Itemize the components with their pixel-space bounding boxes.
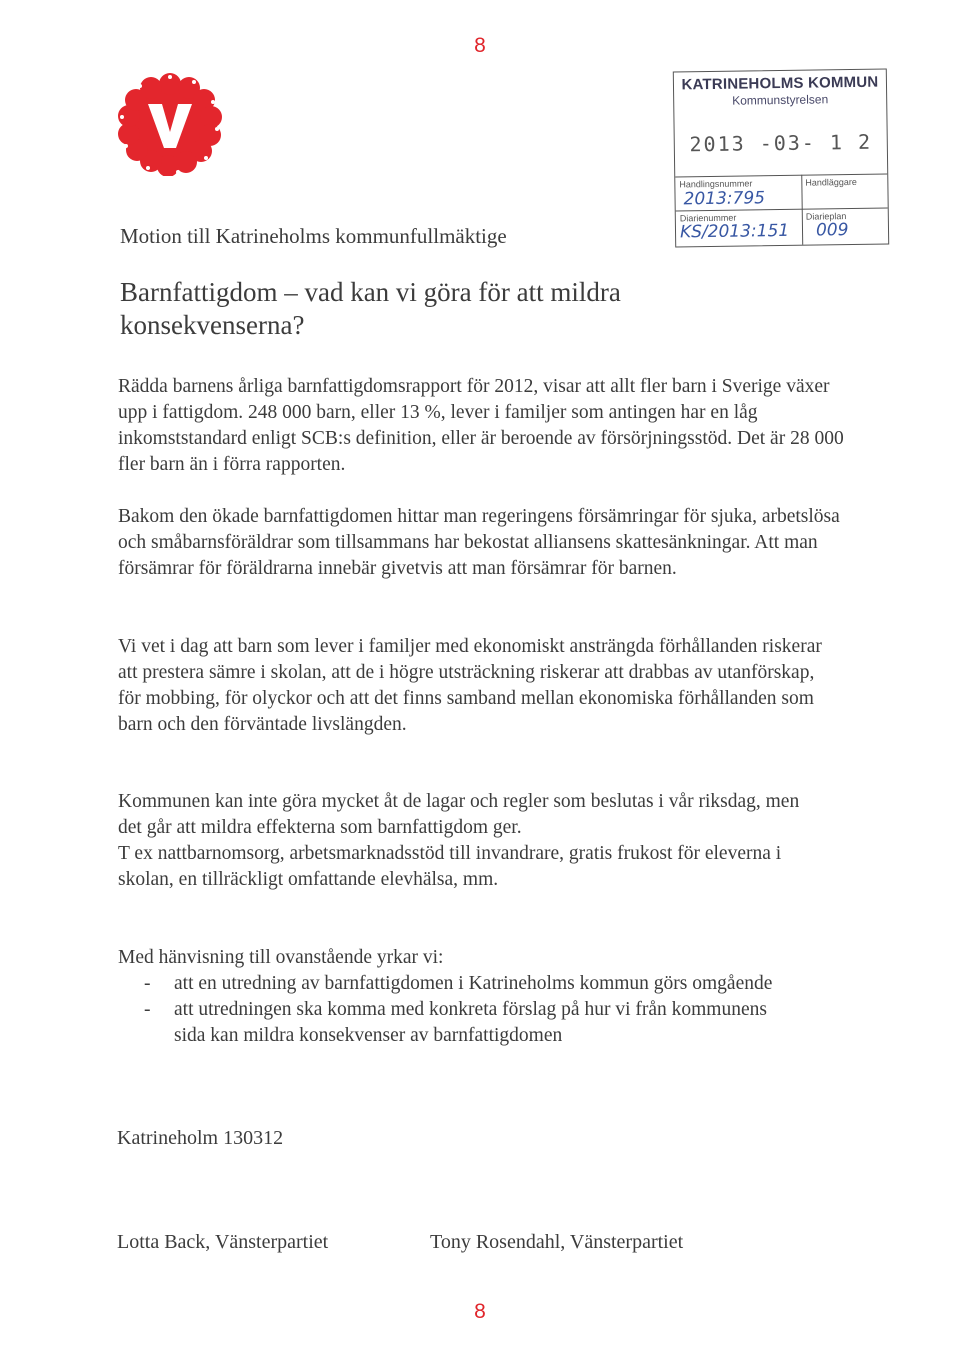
list-dash: - bbox=[144, 999, 151, 1020]
stamp-date: 2013 -03- 1 2 bbox=[689, 129, 873, 157]
body-paragraph: Bakom den ökade barnfattigdomen hittar man regeringens försämringar för sjuka, arbetslösa och småbarnsföräldrar som tillsammans har bekostat alliansens skattesänkningar. Att man försämrar för föräldrarna innebär givetvis att man försämrar för barnen. bbox=[118, 506, 840, 579]
demand-item bbox=[118, 997, 798, 1049]
body-paragraph: T ex nattbarnomsorg, arbetsmarknadsstöd till invandrare, gratis frukost för eleverna i skolan, en tillräckligt omfattande elevhälsa, mm. bbox=[118, 843, 782, 890]
stamp-department: Kommunstyrelsen bbox=[732, 92, 829, 108]
stamp-label-handlaggare: Handläggare bbox=[805, 176, 857, 188]
stamp-label-diarienummer: Diarienummer bbox=[679, 212, 737, 224]
demand-text: att en utredning av barnfattigdomen i Katrineholms kommun görs omgående bbox=[174, 973, 773, 994]
demands-list bbox=[118, 971, 798, 1049]
stamp-column-divider bbox=[801, 175, 803, 245]
stamp-label-handlingsnummer: Handlingsnummer bbox=[679, 178, 753, 190]
signatory-1: Lotta Back, Vänsterpartiet bbox=[117, 1231, 329, 1253]
registry-stamp bbox=[673, 69, 889, 248]
motion-heading: Motion till Katrineholms kommunfullmäktige bbox=[120, 224, 507, 248]
stamp-organization: KATRINEHOLMS KOMMUN bbox=[681, 73, 879, 94]
stamp-value-diarieplan: 009 bbox=[815, 220, 849, 241]
stamp-label-diarieplan: Diarieplan bbox=[805, 211, 847, 222]
page-number-top: 8 bbox=[474, 34, 486, 57]
body-paragraph: Vi vet i dag att barn som lever i familjer med ekonomiskt ansträngda förhållanden riskerar att prestera sämre i skolan, att de i högre utsträckning riskerar att drabbas av utanförskap, för mobbing, för olyckor och att det finns samband mellan ekonomiska förhållanden som barn och den förväntade livslängden. bbox=[118, 636, 822, 735]
body-paragraph: Kommunen kan inte göra mycket åt de lagar och regler som beslutas i vår riksdag, men det går att mildra effekterna som barnfattigdom ger. bbox=[118, 791, 800, 838]
place-and-date: Katrineholm 130312 bbox=[117, 1127, 284, 1149]
vansterpartiet-rose-logo bbox=[118, 72, 222, 176]
document-title: Barnfattigdom – vad kan vi göra för att mildra konsekvenserna? bbox=[120, 277, 621, 340]
page-number-bottom: 8 bbox=[474, 1300, 486, 1323]
list-dash: - bbox=[144, 973, 151, 994]
stamp-value-handlingsnummer: 2013:795 bbox=[683, 188, 766, 210]
body-paragraph: Rädda barnens årliga barnfattigdomsrapport för 2012, visar att allt fler barn i Sverige växer upp i fattigdom. 248 000 barn, eller 13 %, lever i familjer som antingen har en låg inkomststandard enligt SCB:s definition, eller är beroende av försörjningsstöd. Det är 28 000 fler barn än i förra rapporten. bbox=[118, 376, 844, 475]
stamp-value-diarienummer: KS/2013:151 bbox=[679, 220, 790, 243]
demand-item bbox=[118, 971, 798, 997]
demand-text: att utredningen ska komma med konkreta förslag på hur vi från kommunens sida kan mildra konsekvenser av barnfattigdomen bbox=[174, 999, 767, 1046]
demands-intro: Med hänvisning till ovanstående yrkar vi: bbox=[118, 947, 444, 968]
signatory-2: Tony Rosendahl, Vänsterpartiet bbox=[430, 1231, 684, 1253]
